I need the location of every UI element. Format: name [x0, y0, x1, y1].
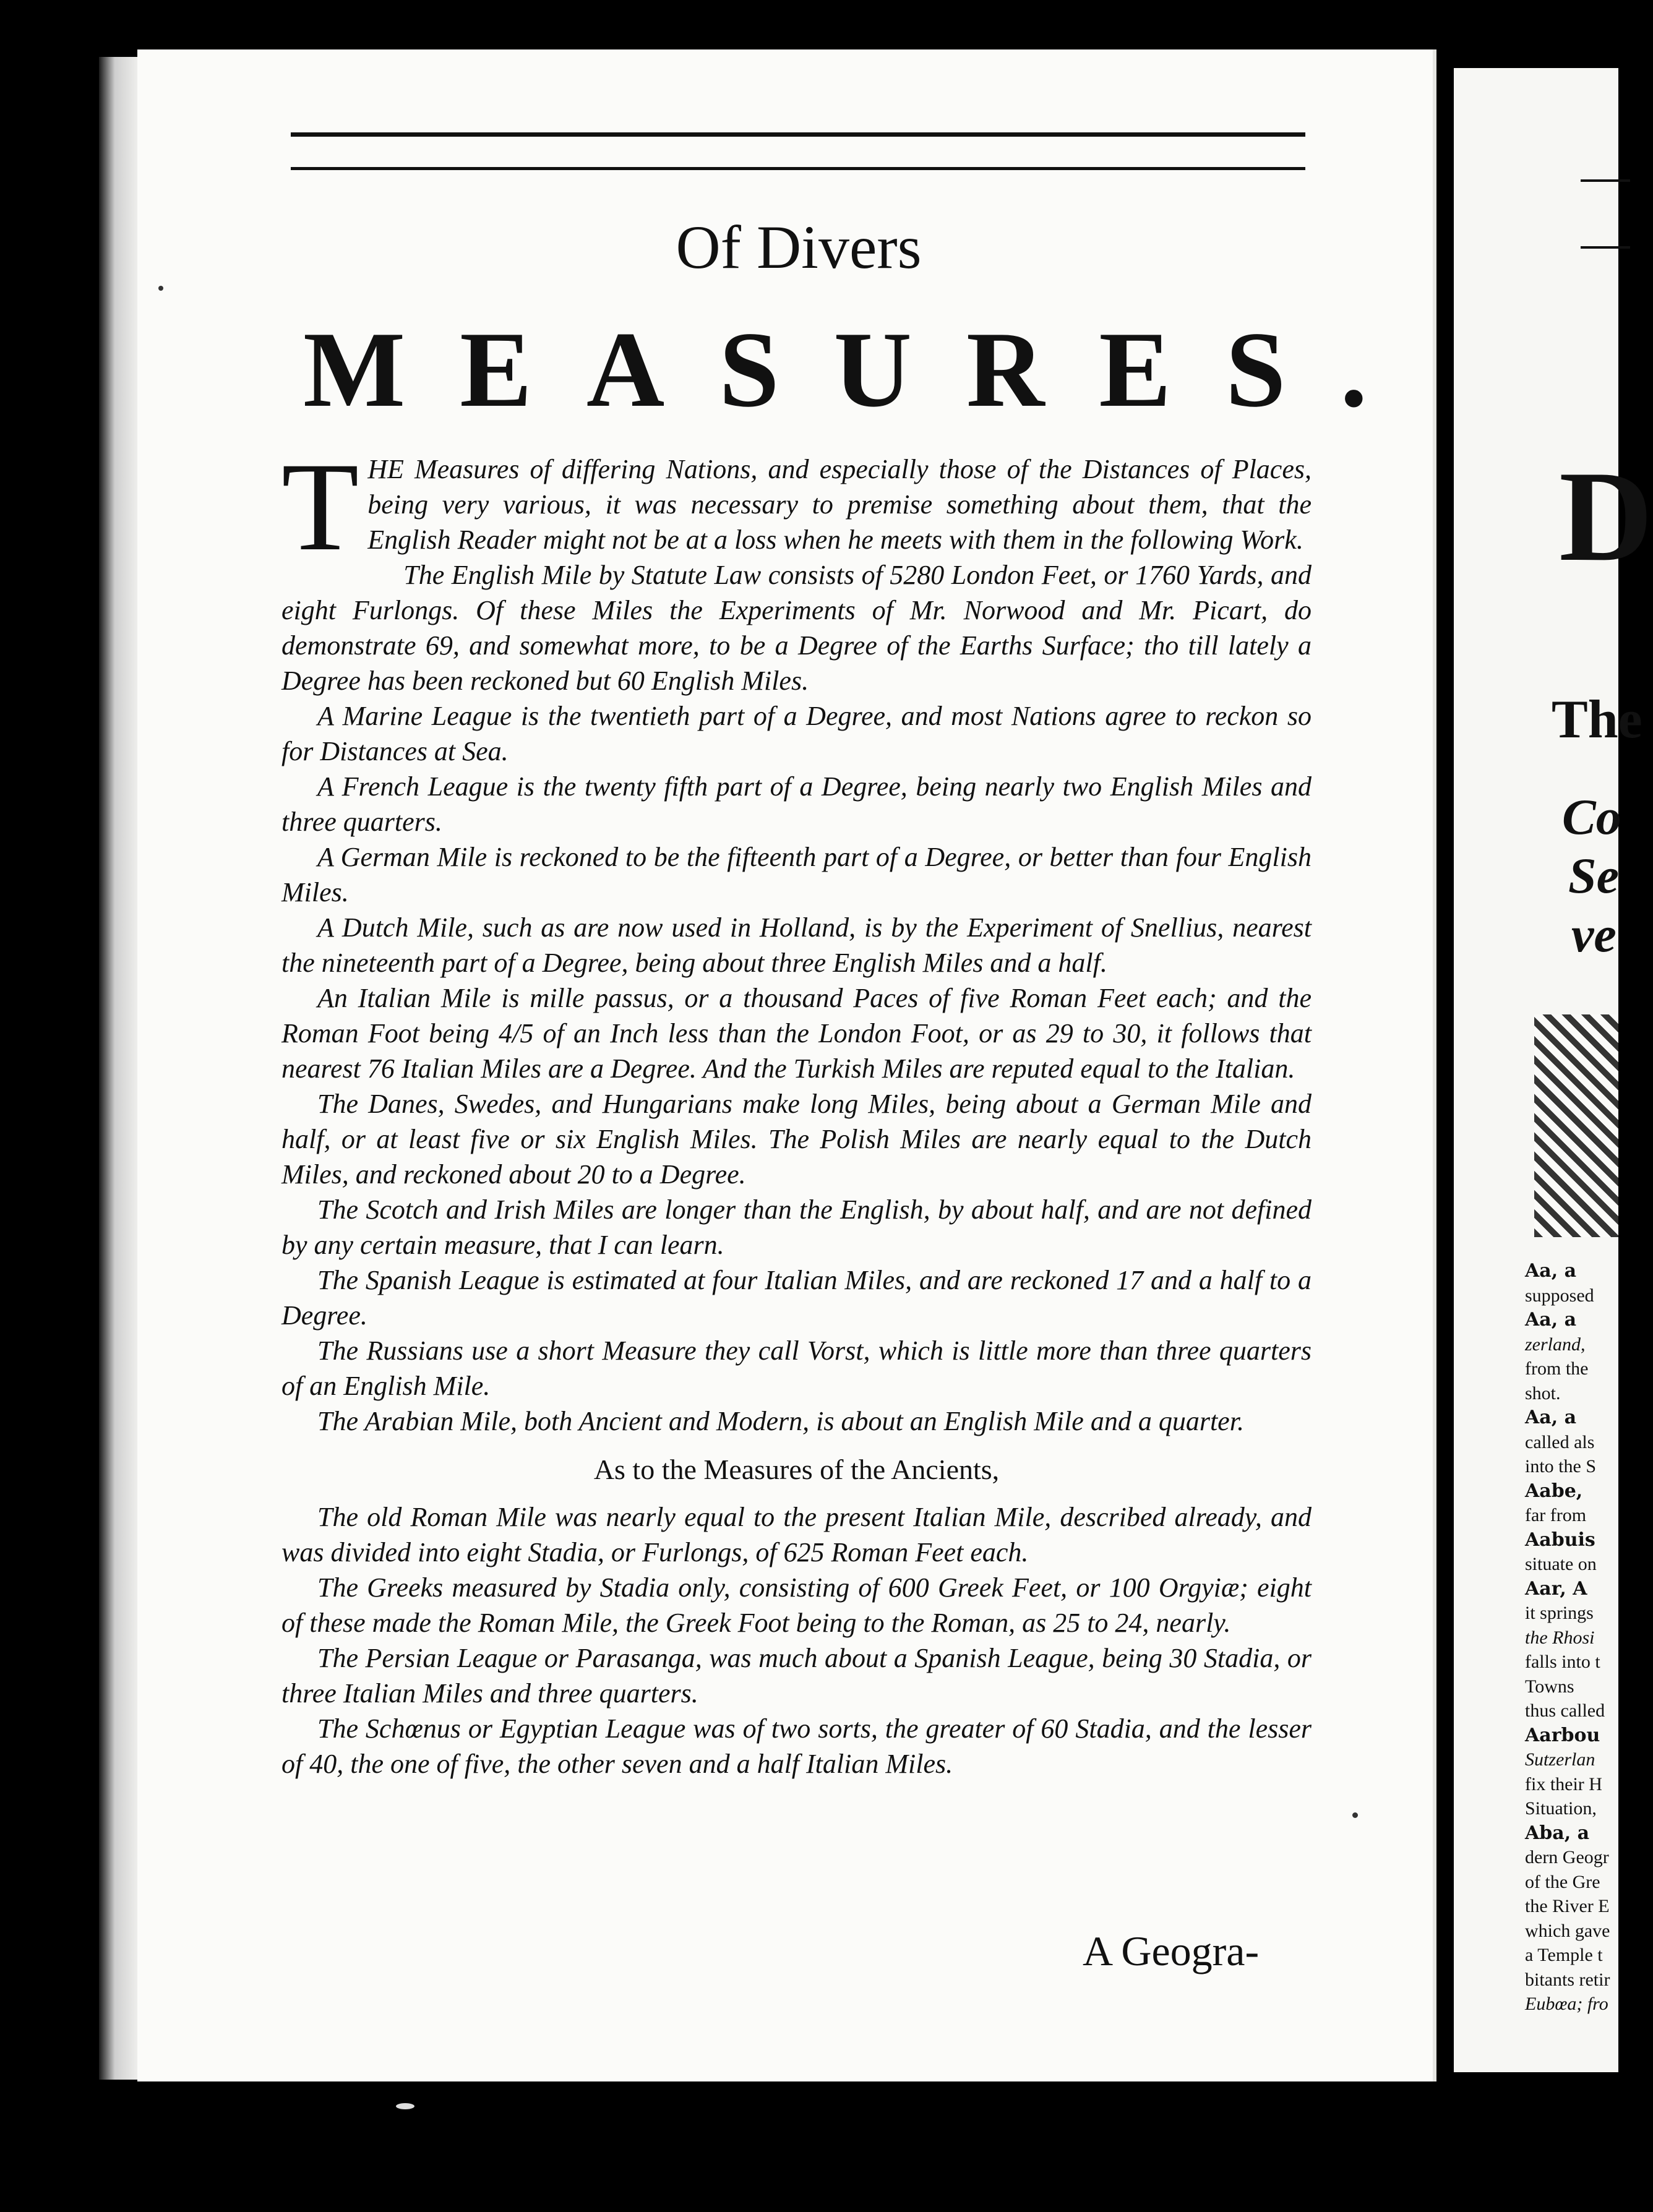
facing-page-line: Situation,: [1525, 1798, 1597, 1819]
facing-page-line: the Rhosi: [1525, 1627, 1595, 1648]
paragraph-french-league: A French League is the twenty fifth part of a Degree, being nearly two English Miles and three quarters.: [281, 771, 1312, 837]
page-subtitle: Of Divers: [676, 213, 922, 281]
facing-page-text: [1525, 1259, 1624, 2017]
paragraph-danes-swedes: The Danes, Swedes, and Hungarians make long Miles, being about a German Mile and half, or at least five or six English Miles. The Polish Miles are nearly equal to the Dutch Miles, and reckoned about 20 to a Degree.: [281, 1089, 1312, 1190]
facing-page-line: from the: [1525, 1358, 1589, 1379]
facing-page-line: Aar, A: [1525, 1577, 1587, 1600]
facing-page-initial: D: [1559, 445, 1653, 588]
header-rule-bottom: [291, 167, 1305, 170]
facing-page-line: the River E: [1525, 1896, 1610, 1916]
facing-page-line: Eubœa; fro: [1525, 1994, 1608, 2014]
paragraph-italian-mile: An Italian Mile is mille passus, or a thousand Paces of five Roman Feet each; and the Roman Foot being 4/5 of an Inch less than the London Foot, or as 29 to 30, it follows that nearest 76 Italian Miles are a Degree. And the Turkish Miles are reputed equal to the Italian.: [281, 983, 1312, 1084]
facing-page-line: into the S: [1525, 1456, 1597, 1477]
facing-page-line: Aba, a: [1525, 1822, 1590, 1844]
facing-page-line: zerland,: [1525, 1334, 1586, 1355]
facing-page-line: of the Gre: [1525, 1871, 1600, 1892]
section-heading: As to the Measures of the Ancients,: [593, 1454, 1000, 1485]
paragraph-marine-league: A Marine League is the twentieth part of a Degree, and most Nations agree to reckon so for Distances at Sea.: [281, 701, 1312, 766]
facing-page-line: Aa, a: [1525, 1260, 1577, 1282]
facing-page-fragment: Co: [1562, 789, 1621, 845]
facing-page-line: called als: [1525, 1431, 1595, 1452]
facing-page-line: far from: [1525, 1505, 1587, 1525]
facing-page-line: fix their H: [1525, 1773, 1602, 1794]
facing-page-line: it springs: [1525, 1603, 1594, 1623]
page-edge-shadow: [99, 57, 139, 2080]
facing-page-line: falls into t: [1525, 1652, 1600, 1672]
paragraph-greek-stadia: The Greeks measured by Stadia only, consisting of 600 Greek Feet, or 100 Orgyiæ; eight of these made the Roman Mile, the Greek Foot being to the Roman, as 25 to 24, nearly.: [281, 1572, 1312, 1638]
paragraph-persian-league: The Persian League or Parasanga, was much about a Spanish League, being 30 Stadia, or three Italian Miles and three quarters.: [281, 1643, 1312, 1708]
facing-page: [1454, 68, 1653, 2072]
paragraph-spanish-league: The Spanish League is estimated at four Italian Miles, and are reckoned 17 and a half to a Degree.: [281, 1265, 1312, 1331]
paragraph-scotch-irish: The Scotch and Irish Miles are longer than the English, by about half, and are not defined by any certain measure, that I can learn.: [281, 1194, 1312, 1260]
catchword: A Geogra-: [1083, 1927, 1260, 1974]
print-speck: [158, 286, 163, 291]
drop-cap: T: [281, 437, 359, 577]
print-speck: [396, 2103, 414, 2109]
facing-page-rule-top: [1581, 179, 1630, 182]
intro-paragraph: [281, 437, 1312, 577]
facing-page-line: thus called: [1525, 1700, 1605, 1721]
facing-page-line: Aabuis: [1525, 1528, 1595, 1551]
intro-text: HE Measures of differing Nations, and especially those of the Distances of Places, being very various, it was necessary to premise something about them, that the English Reader might not be at a loss when he meets with them in the following Work.: [367, 454, 1312, 555]
facing-page-line: dern Geogr: [1525, 1847, 1609, 1867]
paragraph-german-mile: A German Mile is reckoned to be the fifteenth part of a Degree, or better than four English Miles.: [281, 842, 1312, 907]
facing-page-heading: The: [1552, 690, 1642, 750]
paragraph-egyptian-league: The Schœnus or Egyptian League was of two sorts, the greater of 60 Stadia, and the lesser of 40, the one of five, the other seven and a half Italian Miles.: [281, 1713, 1312, 1779]
facing-page-line: bitants retir: [1525, 1969, 1610, 1990]
ornament-initial-icon: [1534, 1014, 1618, 1237]
paragraph-english-mile: The English Mile by Statute Law consists of 5280 London Feet, or 1760 Yards, and eight Furlongs. Of these Miles the Experiments of Mr. Norwood and Mr. Picart, do demonstrate 69, and somewhat more, to be a Degree of the Earths Surface; tho till lately a Degree has been reckoned but 60 English Miles.: [281, 560, 1312, 696]
print-speck: [1352, 1812, 1358, 1818]
facing-page-line: Aa, a: [1525, 1309, 1577, 1331]
facing-page-line: Aa, a: [1525, 1407, 1577, 1428]
facing-page-line: shot.: [1525, 1382, 1561, 1404]
page-title: MEASURES.: [303, 309, 1422, 429]
facing-page-line: Aabe,: [1525, 1480, 1583, 1502]
facing-page-line: Aarbou: [1525, 1724, 1600, 1746]
facing-page-fragment: ve: [1571, 906, 1617, 962]
paragraph-dutch-mile: A Dutch Mile, such as are now used in Holland, is by the Experiment of Snellius, nearest the nineteenth part of a Degree, being about three English Miles and a half.: [281, 912, 1312, 978]
facing-page-fragment: Se: [1568, 847, 1619, 904]
main-text: [281, 437, 1312, 1781]
facing-page-line: Towns: [1525, 1676, 1574, 1697]
facing-page-line: supposed: [1525, 1285, 1594, 1306]
facing-page-line: Sutzerlan: [1525, 1749, 1595, 1770]
header-rule-top: [291, 132, 1305, 137]
facing-page-line: a Temple t: [1525, 1945, 1603, 1965]
facing-page-line: which gave: [1525, 1920, 1610, 1941]
paragraph-arabian-mile: The Arabian Mile, both Ancient and Modern, is about an English Mile and a quarter.: [317, 1406, 1244, 1436]
facing-page-line: situate on: [1525, 1554, 1597, 1574]
paragraph-russian-vorst: The Russians use a short Measure they call Vorst, which is little more than three quarters of an English Mile.: [281, 1335, 1312, 1401]
paragraph-roman-mile: The old Roman Mile was nearly equal to the present Italian Mile, described already, and was divided into eight Stadia, or Furlongs, of 625 Roman Feet each.: [281, 1502, 1312, 1567]
